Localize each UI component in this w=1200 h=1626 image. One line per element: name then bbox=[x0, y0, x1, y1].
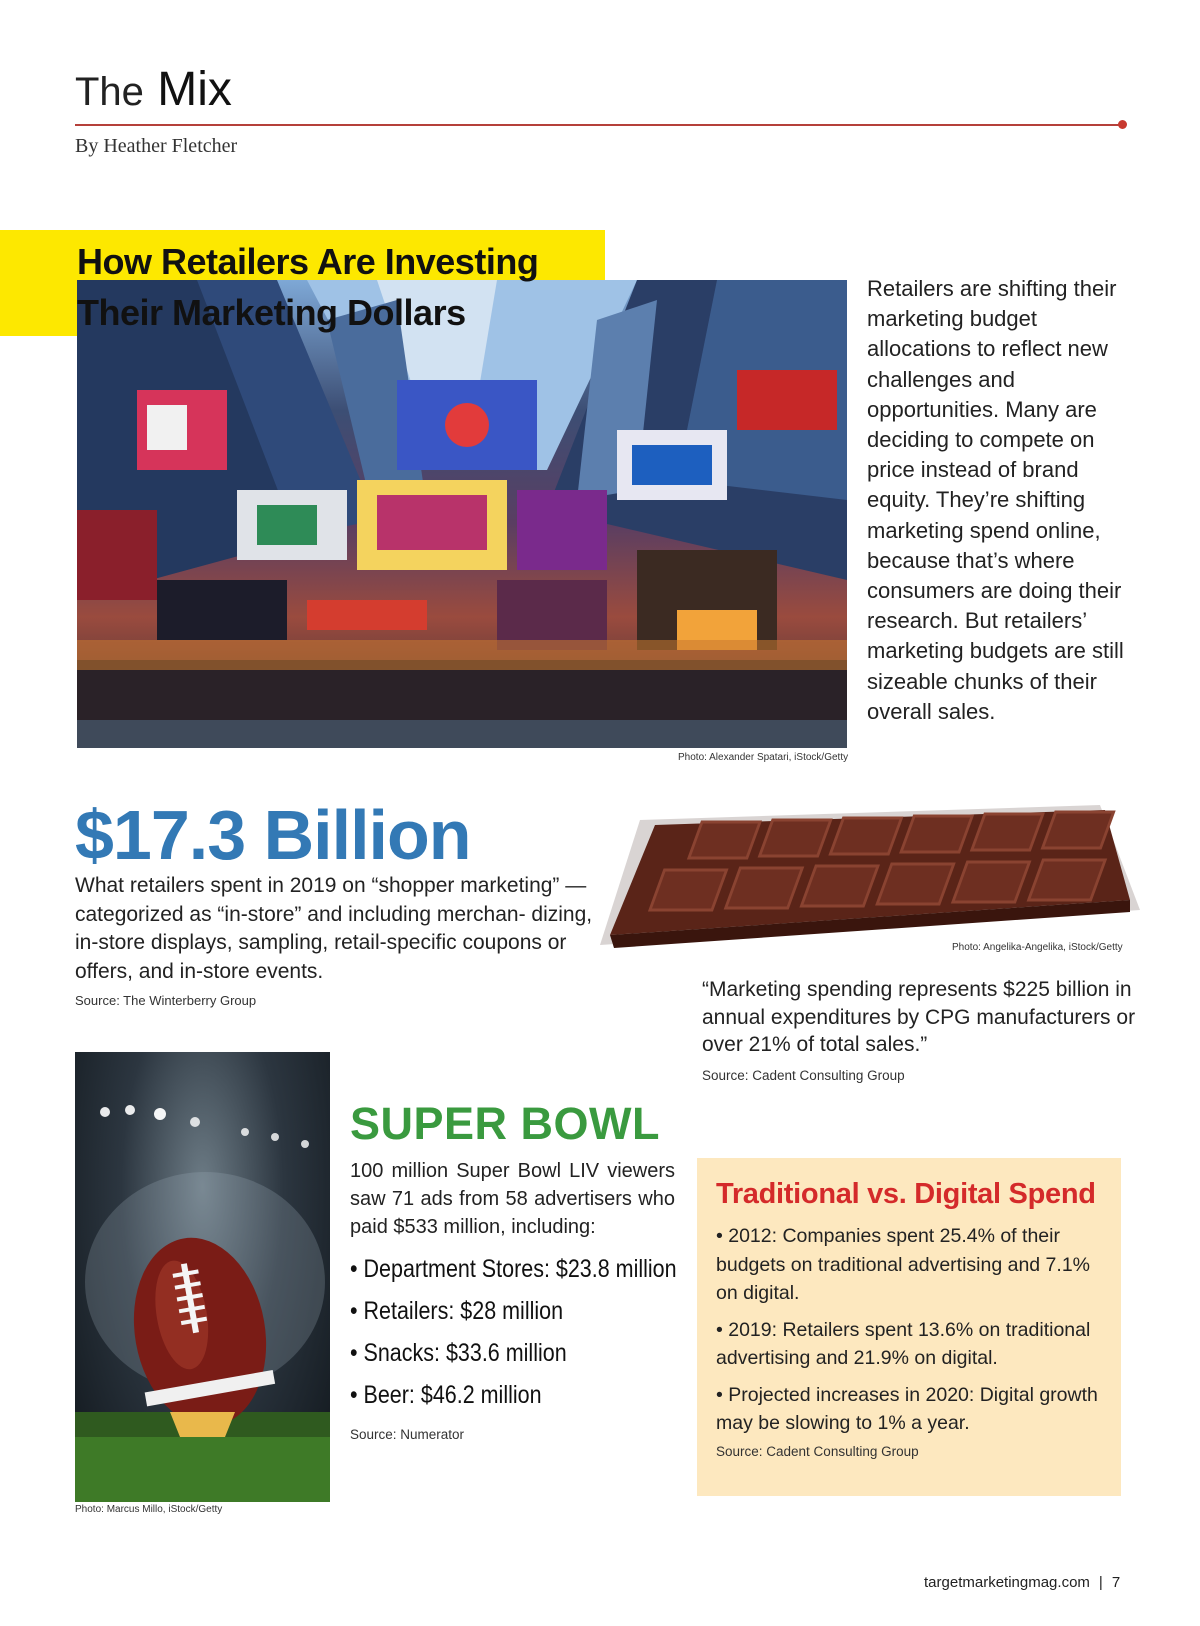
intro-paragraph: Retailers are shifting their marketing budget allocations to reflect new challenges and opportunities. Many are deciding to compete on price instead of brand equity. They’re shifting marketing spend online, because that’s where consumers are doing their research. But retailers’ marketing budgets are still sizeable chunks of their overall sales. bbox=[867, 276, 1124, 724]
football-photo-credit: Photo: Marcus Millo, iStock/Getty bbox=[75, 1504, 223, 1515]
list-item: • Department Stores: $23.8 million bbox=[350, 1255, 677, 1283]
traditional-digital-source: Source: Cadent Consulting Group bbox=[716, 1444, 919, 1459]
stat-source: Source: The Winterberry Group bbox=[75, 993, 257, 1008]
section-title bbox=[75, 63, 232, 116]
super-bowl-description: 100 million Super Bowl LIV viewers saw 71 ads from 58 advertisers who paid $533 million, including: bbox=[350, 1160, 675, 1238]
list-item: • Retailers: $28 million bbox=[350, 1297, 564, 1325]
section-prefix: The bbox=[75, 70, 144, 114]
page-footer bbox=[924, 1574, 1120, 1591]
footer-separator: | bbox=[1098, 1574, 1103, 1591]
headline-line-1: How Retailers Are Investing bbox=[77, 241, 539, 282]
footer-site[interactable]: targetmarketingmag.com bbox=[924, 1574, 1090, 1591]
super-bowl-title: SUPER BOWL bbox=[350, 1098, 661, 1149]
list-item: • 2019: Retailers spent 13.6% on traditional advertising and 21.9% on digital. bbox=[716, 1318, 1091, 1369]
traditional-digital-list bbox=[716, 1222, 1111, 1446]
page-number: 7 bbox=[1111, 1574, 1121, 1591]
header-rule-dot bbox=[1118, 120, 1127, 129]
football-photo bbox=[75, 1052, 330, 1502]
section-name: Mix bbox=[157, 63, 232, 116]
traditional-digital-title: Traditional vs. Digital Spend bbox=[716, 1178, 1096, 1210]
super-bowl-list bbox=[350, 1248, 730, 1416]
main-photo-credit: Photo: Alexander Spatari, iStock/Getty bbox=[678, 752, 849, 763]
quote-text: “Marketing spending represents $225 billion in annual expenditures by CPG manufacturers or over 21% of total sales.” bbox=[702, 978, 1136, 1056]
chocolate-photo-credit: Photo: Angelika-Angelika, iStock/Getty bbox=[952, 942, 1123, 953]
headline-line-2: Their Marketing Dollars bbox=[77, 292, 466, 333]
chocolate-bar-photo bbox=[600, 800, 1140, 950]
stat-description: What retailers spent in 2019 on “shopper marketing” — categorized as “in-store” and including merchan- dizing, in-store displays, sampling, retail-specific coupons or offers, and in-store events. bbox=[75, 874, 593, 983]
list-item: • Snacks: $33.6 million bbox=[350, 1339, 567, 1367]
headline bbox=[77, 236, 538, 338]
times-square-photo bbox=[77, 280, 847, 748]
byline: By Heather Fletcher bbox=[75, 135, 238, 157]
super-bowl-source: Source: Numerator bbox=[350, 1427, 465, 1442]
stat-value: $17.3 Billion bbox=[75, 796, 471, 874]
list-item: • Beer: $46.2 million bbox=[350, 1381, 542, 1409]
list-item: • 2012: Companies spent 25.4% of their budgets on traditional advertising and 7.1% on digital. bbox=[716, 1225, 1091, 1304]
list-item: • Projected increases in 2020: Digital growth may be slowing to 1% a year. bbox=[716, 1383, 1098, 1434]
quote-source: Source: Cadent Consulting Group bbox=[702, 1068, 905, 1083]
header-rule bbox=[75, 124, 1125, 126]
